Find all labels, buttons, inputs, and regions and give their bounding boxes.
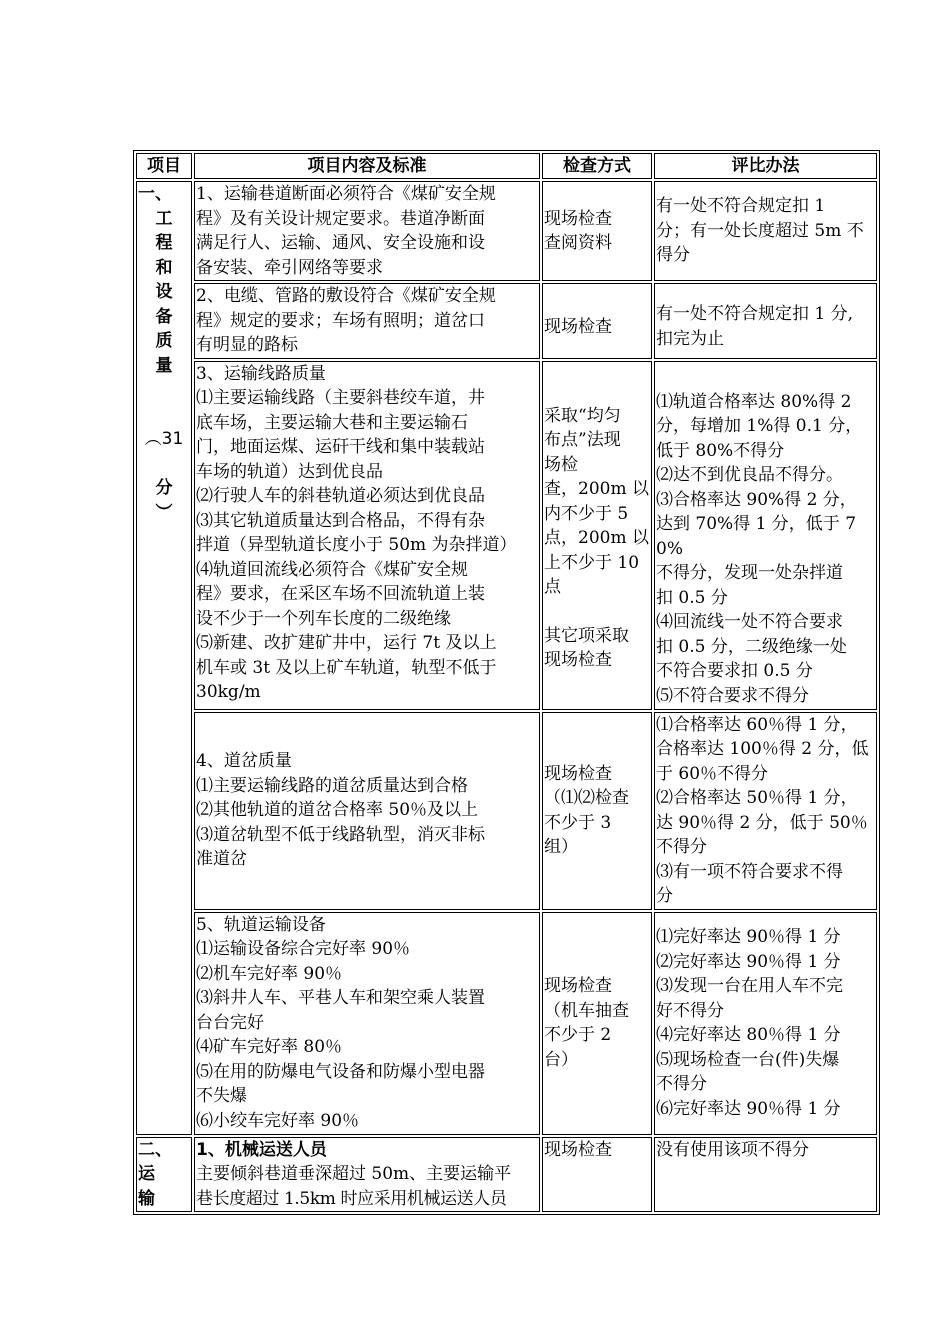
- text-line: ⑴完好率达 90％得 1 分: [656, 927, 841, 947]
- header-row: [136, 153, 877, 179]
- text-line: 不得分: [656, 1074, 707, 1094]
- table-row: [136, 283, 877, 359]
- text-line: 采取“均匀: [544, 405, 621, 426]
- content-cell: [194, 712, 540, 910]
- category-unit: 分: [155, 478, 173, 498]
- text-line: ⑶发现一台在用人车不完: [656, 976, 843, 996]
- content-cell: [194, 181, 540, 281]
- text-line: 现场检查: [544, 208, 612, 229]
- text-line: 点: [544, 577, 561, 597]
- text-line: ⑷轨道回流线必须符合《煤矿安全规: [196, 559, 468, 580]
- scoring-cell: [654, 712, 877, 910]
- text-line: 2、电缆、管路的敷设符合《煤矿安全规: [196, 286, 496, 306]
- text-line: ⑵机车完好率 90％: [196, 963, 343, 984]
- table-row: [136, 361, 877, 710]
- category-char: 输: [138, 1188, 155, 1209]
- text-line: 底车场，主要运输大巷和主要运输石: [196, 412, 468, 433]
- text-line: ⑷矿车完好率 80％: [196, 1037, 343, 1057]
- text-line: ⑴运输设备综合完好率 90％: [196, 939, 411, 959]
- content-cell: [194, 361, 540, 710]
- category-char: 程: [155, 233, 173, 253]
- text-line: 有一处不符合规定扣 1: [656, 196, 826, 217]
- text-line: 准道岔: [196, 849, 247, 870]
- category-char: 工: [155, 208, 173, 229]
- text-line: 查，200m 以: [544, 479, 649, 499]
- text-line: ⑶有一项不符合要求不得: [656, 861, 843, 882]
- text-line: 上不少于 10: [544, 552, 640, 573]
- table-row: [136, 1137, 877, 1213]
- text-line: ⑸不符合要求不得分: [656, 685, 809, 706]
- text-line: 组）: [544, 837, 578, 857]
- category-label-1: [136, 181, 192, 1135]
- text-line: 查阅资料: [544, 233, 612, 253]
- text-line: 现场检查: [544, 976, 612, 996]
- category-score: [138, 378, 190, 476]
- text-line: ⑷回流线一处不符合要求: [656, 612, 843, 632]
- text-line: （⑴⑵检查: [544, 788, 629, 808]
- text-line: ⑴主要运输线路（主要斜巷绞车道，井: [196, 388, 485, 408]
- content-cell: [194, 283, 540, 359]
- text-line: 4、道岔质量: [196, 751, 292, 772]
- category-label-2: [136, 1137, 192, 1213]
- category-number: 一、: [138, 184, 172, 204]
- scoring-cell: [654, 1137, 877, 1213]
- text-line: 不得分: [656, 837, 707, 857]
- text-line: 现场检查: [544, 650, 612, 670]
- text-line: 其它项采取: [544, 625, 629, 646]
- text-line: 不少于 2: [544, 1025, 612, 1045]
- text-line: 分，每增加 1%得 0.1 分，: [656, 416, 863, 436]
- table-row: [136, 181, 877, 281]
- text-line: 分: [656, 886, 673, 906]
- text-line: 好不得分: [656, 1000, 724, 1021]
- content-cell: [194, 1137, 540, 1213]
- paren-open: ︵: [144, 429, 162, 449]
- text-line: 有一处不符合规定扣 1 分,: [656, 304, 854, 325]
- evaluation-table: [133, 150, 880, 1215]
- text-line: 达 90％得 2 分，低于 50％: [656, 812, 868, 833]
- text-line: 主要倾斜巷道垂深超过 50m、主要运输平: [196, 1164, 512, 1184]
- method-cell: [542, 181, 652, 281]
- text-line: 30kg/m: [196, 682, 261, 702]
- text-line: 满足行人、运输、通风、安全设施和设: [196, 233, 485, 253]
- text-line: ⑶道岔轨型不低于线路轨型，消灭非标: [196, 824, 485, 845]
- text-line: ⑵合格率达 50％得 1 分，: [656, 788, 858, 808]
- text-line: 程》要求，在采区车场不回流轨道上装: [196, 584, 485, 604]
- scoring-cell: [654, 361, 877, 710]
- text-line: ⑹小绞车完好率 90％: [196, 1110, 360, 1131]
- text-line: 扣 0.5 分: [656, 587, 728, 608]
- text-line: 不少于 3: [544, 812, 612, 833]
- text-line: 程》及有关设计规定要求。巷道净断面: [196, 208, 485, 229]
- paren-close: ︶: [155, 502, 173, 523]
- method-cell: [542, 712, 652, 910]
- text-line: 有明显的路标: [196, 335, 298, 355]
- category-char: 运: [138, 1164, 155, 1184]
- category-char: 量: [155, 355, 173, 376]
- text-line: ⑴主要运输线路的道岔质量达到合格: [196, 775, 468, 796]
- text-line: 机车或 3t 及以上矿车轨道，轨型不低于: [196, 657, 497, 678]
- category-number: 二、: [138, 1139, 172, 1160]
- text-line: 备安装、牵引网络等要求: [196, 257, 383, 278]
- method-cell: [542, 1137, 652, 1213]
- text-line: 3、运输线路质量: [196, 363, 326, 384]
- text-line: 于 60％不得分: [656, 763, 769, 784]
- category-char: 质: [155, 331, 173, 351]
- text-line: 车场的轨道）达到优良品: [196, 461, 383, 482]
- text-line: ⑵完好率达 90％得 1 分: [656, 951, 841, 972]
- text-line: 布点”法现: [544, 430, 621, 450]
- text-line: ⑵其他轨道的道岔合格率 50％及以上: [196, 800, 479, 821]
- header-item: 项目: [136, 153, 192, 179]
- method-cell: [542, 283, 652, 359]
- text-line: 1、运输巷道断面必须符合《煤矿安全规: [196, 184, 496, 204]
- text-line: （机车抽查: [544, 1000, 629, 1021]
- table-row: [136, 712, 877, 910]
- text-line: 得分: [656, 245, 690, 266]
- method-cell: [542, 912, 652, 1135]
- text-line: 不得分，发现一处杂拌道: [656, 563, 843, 583]
- text-line: ⑴轨道合格率达 80%得 2: [656, 391, 852, 412]
- text-line: 达到 70%得 1 分，低于 70%: [656, 514, 857, 559]
- text-line: ⑷完好率达 80％得 1 分: [656, 1025, 841, 1045]
- text-line: 场检: [544, 454, 578, 475]
- category-char: 设: [155, 282, 173, 302]
- text-line: ⑶斜井人车、平巷人车和架空乘人装置: [196, 988, 485, 1008]
- scoring-cell: [654, 283, 877, 359]
- text-line: ⑸在用的防爆电气设备和防爆小型电器: [196, 1061, 485, 1082]
- spacer: [544, 600, 650, 624]
- text-line: ⑹完好率达 90％得 1 分: [656, 1098, 841, 1119]
- text-line: ⑵达不到优良品不得分。: [656, 465, 843, 485]
- content-title: 1、机械运送人员: [196, 1139, 327, 1160]
- text-line: 设不少于一个列车长度的二级绝缘: [196, 608, 451, 629]
- text-line: 5、轨道运输设备: [196, 914, 326, 935]
- text-line: 没有使用该项不得分: [656, 1139, 809, 1160]
- header-scoring: 评比办法: [654, 153, 877, 179]
- text-line: ⑴合格率达 60％得 1 分，: [656, 714, 858, 735]
- text-line: 现场检查: [544, 1139, 612, 1160]
- category-char: 备: [155, 306, 173, 327]
- text-line: 分；有一处长度超过 5m 不: [656, 220, 864, 241]
- text-line: 台台完好: [196, 1012, 264, 1033]
- score-value: 31: [161, 429, 184, 449]
- text-line: 扣 0.5 分，二级绝缘一处: [656, 636, 847, 657]
- category-char: 和: [155, 257, 173, 278]
- text-line: 不失爆: [196, 1086, 247, 1106]
- text-line: 合格率达 100％得 2 分，低: [656, 739, 869, 759]
- text-line: 现场检查: [544, 316, 612, 337]
- text-line: 不符合要求扣 0.5 分: [656, 661, 813, 681]
- text-line: 巷长度超过 1.5km 时应采用机械运送人员: [196, 1188, 507, 1209]
- text-line: 点，200m 以: [544, 528, 649, 548]
- text-line: ⑸新建、改扩建矿井中，运行 7t 及以上: [196, 633, 497, 653]
- text-line: 程》规定的要求；车场有照明；道岔口: [196, 310, 485, 331]
- scoring-cell: [654, 181, 877, 281]
- text-line: 台）: [544, 1049, 578, 1070]
- header-content: 项目内容及标准: [194, 153, 540, 179]
- text-line: 低于 80%不得分: [656, 440, 785, 461]
- header-method: 检查方式: [542, 153, 652, 179]
- text-line: 门，地面运煤、运矸干线和集中装载站: [196, 437, 485, 457]
- text-line: ⑵行驶人车的斜巷轨道必须达到优良品: [196, 486, 485, 506]
- text-line: 内不少于 5: [544, 503, 629, 524]
- method-cell: [542, 361, 652, 710]
- text-line: ⑶其它轨道质量达到合格品，不得有杂: [196, 510, 485, 531]
- text-line: ⑶合格率达 90%得 2 分，: [656, 489, 857, 510]
- table-row: [136, 912, 877, 1135]
- content-cell: [194, 912, 540, 1135]
- text-line: 拌道（异型轨道长度小于 50m 为杂拌道）: [196, 535, 517, 555]
- text-line: ⑸现场检查一台(件)失爆: [656, 1049, 840, 1070]
- text-line: 扣完为止: [656, 328, 724, 349]
- text-line: 现场检查: [544, 763, 612, 784]
- scoring-cell: [654, 912, 877, 1135]
